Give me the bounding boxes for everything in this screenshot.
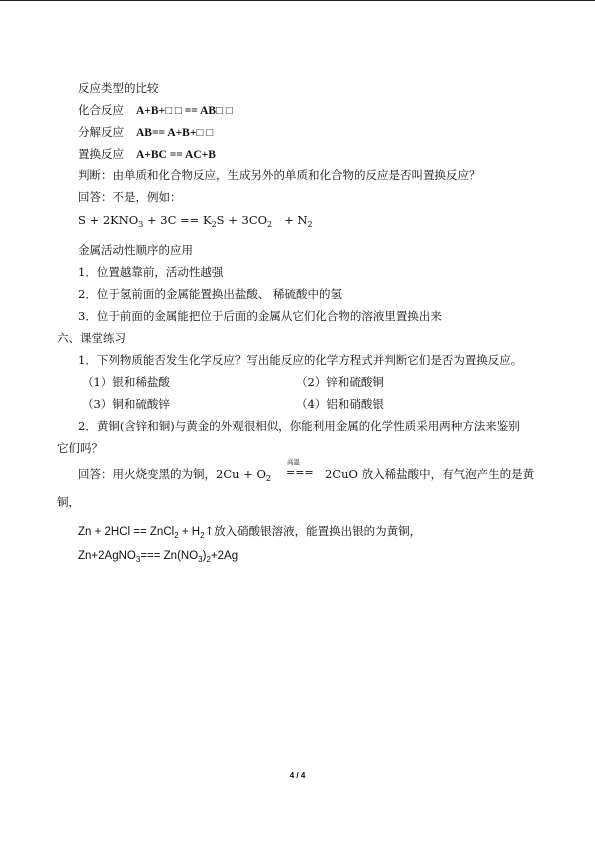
top-border-line <box>0 0 595 1</box>
decomposition-formula: AB== A+B+□ □ <box>136 127 214 139</box>
eq2-part: ↑放入硝酸银溶液，能置换出银的为黄铜， <box>204 524 422 538</box>
equation-zinc-hcl <box>78 524 421 540</box>
activity-rule-2: 2．位于氢前面的金属能置换出盐酸、 稀硫酸中的氢 <box>78 287 342 301</box>
exercise-q2-line-2: 它们吗？ <box>57 441 103 455</box>
reaction-equals: === <box>286 466 314 479</box>
eq2-sub: 2 <box>200 531 205 540</box>
equation-sulfur <box>78 213 313 229</box>
compare-title: 反应类型的比较 <box>78 81 159 95</box>
eq1-sub: 2 <box>267 220 273 229</box>
activity-rule-3: 3．位于前面的金属能把位于后面的金属从它们化合物的溶液里置换出来 <box>78 309 442 323</box>
answer2-continuation: 铜， <box>57 495 80 509</box>
option-2: （2）锌和硫酸铜 <box>296 375 384 389</box>
eq2-part: Zn + 2HCl == ZnCl <box>78 526 175 538</box>
reaction-condition: 高温 <box>287 458 300 466</box>
answer2-left <box>78 467 271 483</box>
eq3-part: +2Ag <box>210 550 239 562</box>
eq1-sub: 2 <box>211 220 217 229</box>
eq1-part: + N <box>284 213 308 227</box>
eq3-sub: 3 <box>135 555 141 564</box>
answer2-pre: 回答：用火烧变黑的为铜，2Cu + O <box>78 467 266 481</box>
eq3-part: ) <box>202 550 207 562</box>
eq2-part: + H <box>178 526 201 538</box>
answer2-post: 2CuO 放入稀盐酸中，有气泡产生的是黄 <box>325 467 535 481</box>
eq3-sub: 2 <box>206 555 211 564</box>
displacement-label: 置换反应 <box>78 147 124 161</box>
displacement-formula: A+BC == AC+B <box>136 149 216 161</box>
exercise-q1: 1．下列物质能否发生化学反应？写出能反应的化学方程式并判断它们是否为置换反应。 <box>78 353 523 367</box>
eq1-sub: 3 <box>138 220 144 229</box>
eq1-part: S + 3CO <box>216 213 268 227</box>
option-1: （1）银和稀盐酸 <box>82 375 170 389</box>
eq1-part: S + 2KNO <box>78 213 139 227</box>
activity-title: 金属活动性顺序的应用 <box>78 243 193 257</box>
option-4: （4）铝和硝酸银 <box>296 397 384 411</box>
eq3-part: === Zn(NO <box>140 550 199 562</box>
eq2-sub: 2 <box>174 531 179 540</box>
equation-zinc-agno3 <box>78 549 238 564</box>
judge-question: 判断：由单质和化合物反应，生成另外的单质和化合物的反应是否叫置换反应？ <box>78 168 481 182</box>
combination-label: 化合反应 <box>78 103 124 117</box>
page-number: 4 / 4 <box>289 771 306 780</box>
decomposition-label: 分解反应 <box>78 125 124 139</box>
option-3: （3）铜和硫酸锌 <box>82 397 170 411</box>
section-6-heading: 六、课堂练习 <box>57 331 126 345</box>
eq1-sub: 2 <box>307 220 313 229</box>
judge-answer: 回答：不是，例如： <box>78 190 182 204</box>
exercise-q2-line-1: 2．黄铜(含锌和铜)与黄金的外观很相似，你能利用金属的化学性质采用两种方法来鉴别 <box>78 419 520 433</box>
combination-formula: A+B+□ □ == AB□ □ <box>136 105 233 117</box>
decomposition-row <box>78 125 213 140</box>
eq1-part: + 3C == K <box>143 213 212 227</box>
combination-row <box>78 103 233 118</box>
activity-rule-1: 1．位置越靠前，活动性越强 <box>78 265 224 279</box>
answer2-o-sub: 2 <box>265 474 271 483</box>
eq3-sub: 3 <box>198 555 203 564</box>
displacement-row <box>78 147 216 162</box>
eq3-part: Zn+2AgNO <box>78 550 136 562</box>
